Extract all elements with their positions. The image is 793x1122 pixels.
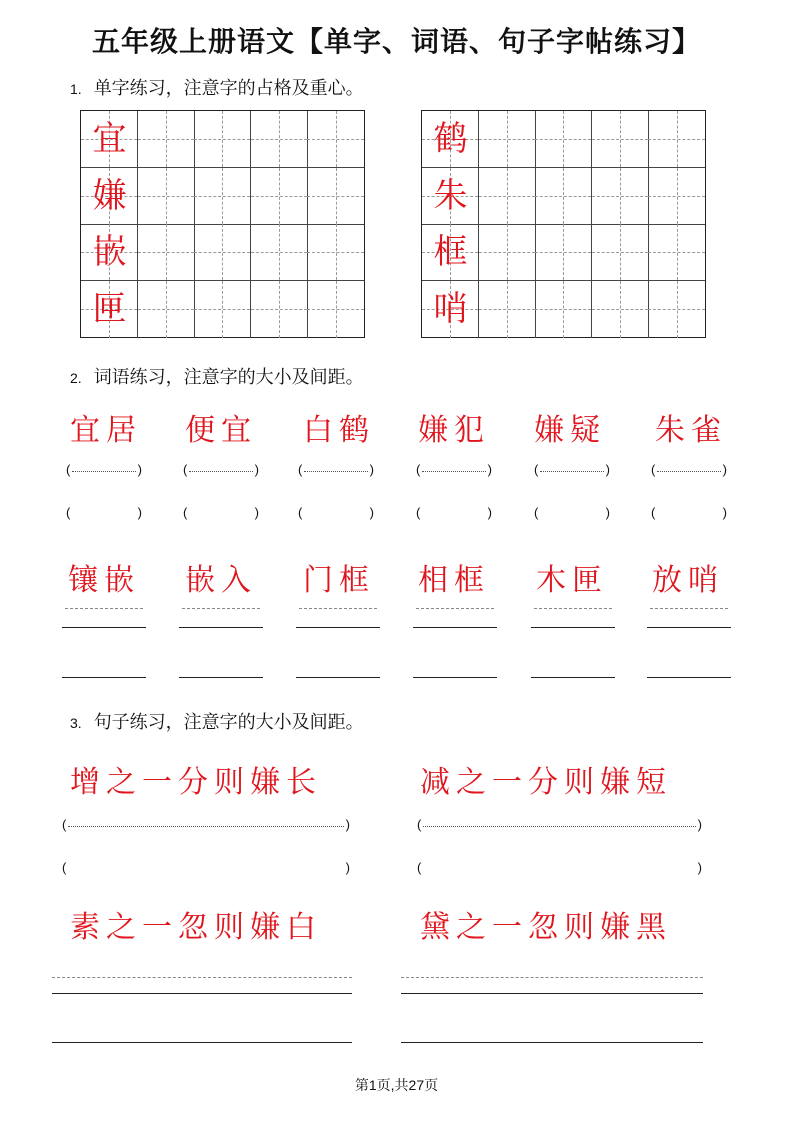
section-1-heading	[70, 74, 364, 100]
grid-cell	[592, 224, 649, 281]
writing-line	[52, 1042, 352, 1043]
grid-cell	[81, 224, 138, 281]
section-1-text: 单字练习，注意字的占格及重心。	[93, 78, 364, 99]
grid-cell	[194, 281, 251, 338]
writing-line	[647, 627, 731, 628]
writing-guide-dashed	[52, 977, 352, 978]
grid-cell	[535, 281, 592, 338]
grid-cell	[81, 281, 138, 338]
sentence-answer-2a: ( )	[417, 817, 702, 832]
grid-cell	[138, 111, 195, 168]
model-character: 鹤	[433, 119, 468, 159]
word-2-5: 木匣	[536, 563, 608, 598]
grid-cell	[251, 224, 308, 281]
section-3-heading	[70, 708, 364, 734]
page-footer: 第1页,共27页	[354, 1077, 439, 1093]
grid-cell	[307, 224, 364, 281]
grid-cell	[479, 111, 536, 168]
word-1-4: 嫌犯	[418, 413, 490, 448]
grid-cell	[422, 168, 479, 225]
word-2-1: 镶嵌	[68, 563, 140, 598]
grid-cell	[648, 281, 705, 338]
pinyin-answer-slot: ( )	[66, 462, 142, 477]
grid-cell	[648, 224, 705, 281]
sentence-2: 减之一分则嫌短	[420, 765, 672, 800]
grid-cell	[592, 281, 649, 338]
grid-cell	[194, 168, 251, 225]
pinyin-answer-slot: ( )	[416, 505, 492, 520]
pinyin-answer-slot: ( )	[183, 505, 259, 520]
pinyin-answer-slot: ( )	[298, 505, 374, 520]
pinyin-answer-slot: ( )	[534, 505, 610, 520]
model-character: 宜	[92, 119, 127, 159]
writing-line	[401, 1042, 703, 1043]
word-1-6: 朱雀	[655, 413, 727, 448]
grid-cell	[479, 224, 536, 281]
section-3-number: 3.	[70, 715, 82, 731]
grid-cell	[307, 281, 364, 338]
grid-cell	[138, 168, 195, 225]
word-2-3: 门框	[303, 563, 375, 598]
writing-line	[296, 677, 380, 678]
grid-cell	[479, 281, 536, 338]
grid-cell	[81, 111, 138, 168]
grid-cell	[307, 168, 364, 225]
grid-cell	[648, 168, 705, 225]
word-2-6: 放哨	[652, 563, 724, 598]
grid-cell	[194, 224, 251, 281]
grid-cell	[592, 168, 649, 225]
sentence-1: 增之一分则嫌长	[70, 765, 322, 800]
word-1-2: 便宜	[185, 413, 257, 448]
grid-cell	[648, 111, 705, 168]
writing-line	[531, 677, 615, 678]
writing-guide-dashed	[299, 608, 377, 609]
grid-cell	[535, 224, 592, 281]
model-character: 嵌	[92, 232, 127, 273]
grid-cell	[138, 281, 195, 338]
char-grid-right	[421, 110, 706, 338]
pinyin-answer-slot: ( )	[651, 462, 727, 477]
model-character: 框	[433, 232, 468, 273]
grid-cell	[422, 111, 479, 168]
writing-line	[401, 993, 703, 994]
section-1-number: 1.	[70, 81, 82, 97]
writing-line	[52, 993, 352, 994]
grid-cell	[251, 168, 308, 225]
section-2-heading	[70, 363, 364, 389]
grid-cell	[251, 281, 308, 338]
writing-line	[179, 677, 263, 678]
grid-cell	[422, 224, 479, 281]
writing-line	[413, 677, 497, 678]
grid-cell	[194, 111, 251, 168]
grid-cell	[307, 111, 364, 168]
pinyin-answer-slot: ( )	[183, 462, 259, 477]
writing-line	[296, 627, 380, 628]
pinyin-answer-slot: ( )	[298, 462, 374, 477]
sentence-answer-1b: ( )	[62, 860, 350, 875]
word-1-1: 宜居	[70, 413, 142, 448]
word-2-4: 相框	[418, 563, 490, 598]
writing-guide-dashed	[650, 608, 728, 609]
pinyin-answer-slot: ( )	[416, 462, 492, 477]
writing-line	[413, 627, 497, 628]
grid-cell	[535, 111, 592, 168]
sentence-4: 黛之一忽则嫌黑	[420, 910, 672, 945]
sentence-answer-2b: ( )	[417, 860, 702, 875]
writing-line	[647, 677, 731, 678]
grid-cell	[138, 224, 195, 281]
sentence-3: 素之一忽则嫌白	[70, 910, 322, 945]
section-2-text: 词语练习，注意字的大小及间距。	[93, 367, 364, 388]
writing-guide-dashed	[534, 608, 612, 609]
pinyin-answer-slot: ( )	[66, 505, 142, 520]
writing-guide-dashed	[416, 608, 494, 609]
grid-cell	[422, 281, 479, 338]
grid-cell	[251, 111, 308, 168]
model-character: 匣	[92, 288, 127, 329]
model-character: 朱	[433, 175, 468, 216]
writing-guide-dashed	[182, 608, 260, 609]
sentence-answer-1a: ( )	[62, 817, 350, 832]
char-grid-left	[80, 110, 365, 338]
writing-line	[179, 627, 263, 628]
page-title: 五年级上册语文【单字、词语、句子字帖练习】	[91, 25, 701, 58]
word-2-2: 嵌入	[185, 563, 257, 598]
writing-line	[62, 627, 146, 628]
pinyin-answer-slot: ( )	[534, 462, 610, 477]
writing-line	[531, 627, 615, 628]
pinyin-answer-slot: ( )	[651, 505, 727, 520]
grid-cell	[535, 168, 592, 225]
model-character: 嫌	[92, 175, 127, 216]
word-1-3: 白鹤	[303, 413, 375, 448]
section-3-text: 句子练习，注意字的大小及间距。	[93, 712, 364, 733]
word-1-5: 嫌疑	[534, 413, 606, 448]
grid-cell	[479, 168, 536, 225]
writing-guide-dashed	[65, 608, 143, 609]
writing-line	[62, 677, 146, 678]
grid-cell	[592, 111, 649, 168]
writing-guide-dashed	[401, 977, 703, 978]
grid-cell	[81, 168, 138, 225]
model-character: 哨	[433, 288, 468, 329]
section-2-number: 2.	[70, 370, 82, 386]
